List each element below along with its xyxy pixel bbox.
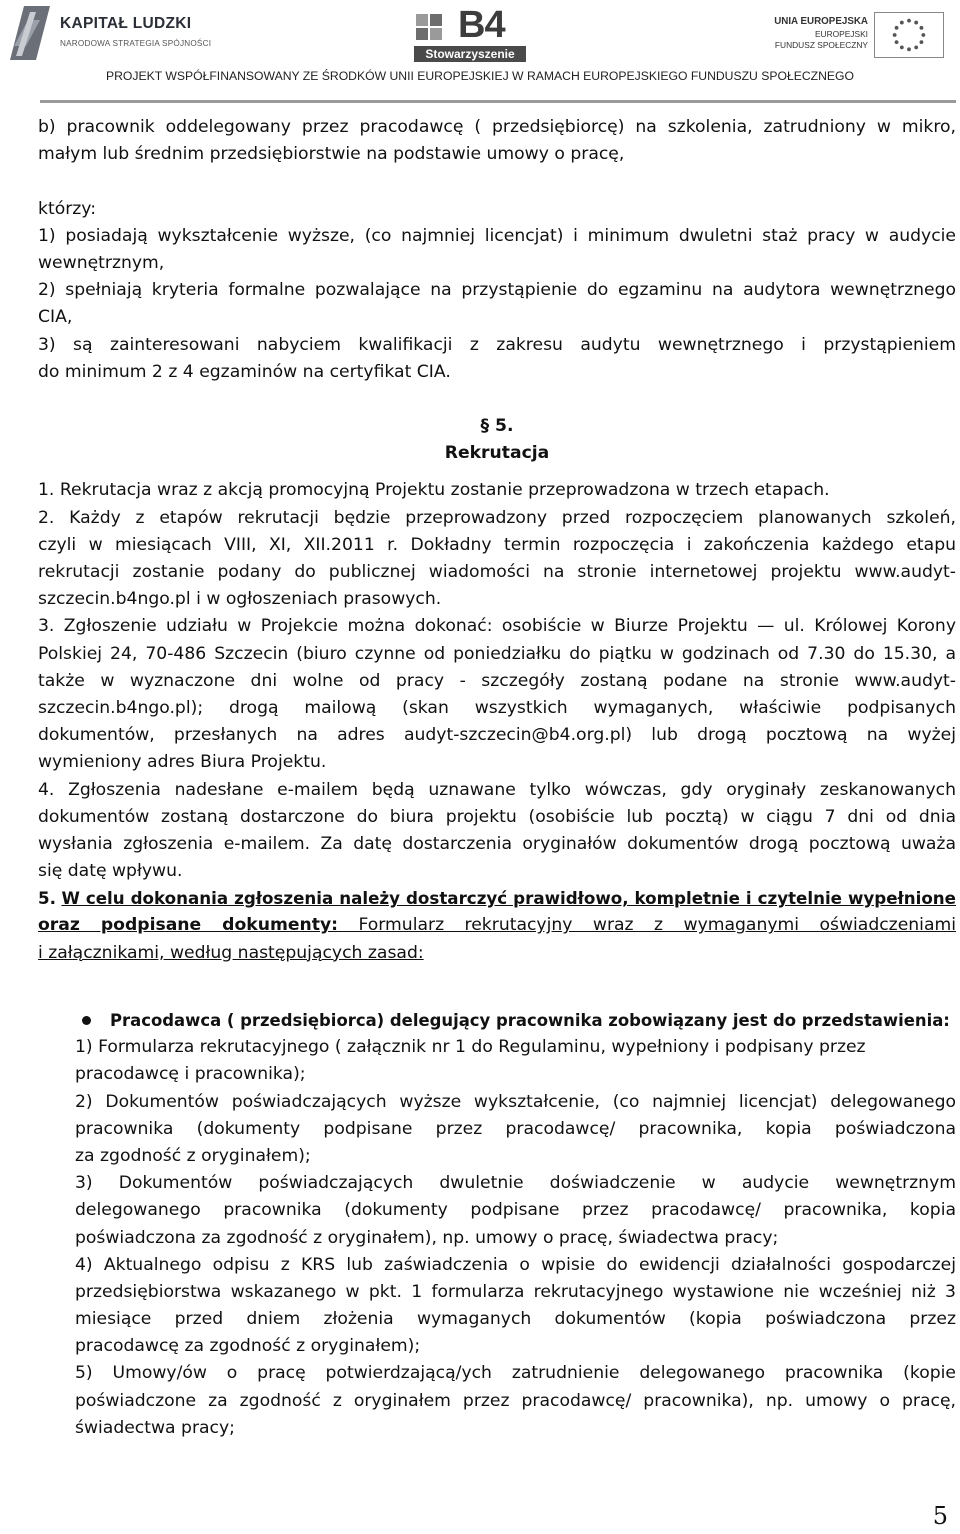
text-line: którzy: xyxy=(38,198,97,219)
b4-logo-text: B4 xyxy=(458,4,505,46)
text-line: się datę wpływu. xyxy=(38,861,183,882)
text-line: 3) Dokumentów poświadczających dwuletnie doświadczenie w audycie wewnętrznym xyxy=(75,1173,956,1194)
text-line: 4) Aktualnego odpisu z KRS lub zaświadczenia o wpisie do ewidencji działalności gospodarczej xyxy=(75,1254,956,1275)
text-line: 1) posiadają wykształcenie wyższe, (co najmniej licencjat) i minimum dwuletni staż pracy w audycie xyxy=(38,225,956,246)
kapital-ludzki-mark-icon xyxy=(10,6,50,60)
header-divider xyxy=(40,100,956,103)
recruitment-points xyxy=(38,477,956,966)
employer-documents-list xyxy=(75,1034,956,1442)
text-line: także w wyznaczone dni wolne od pracy - szczegóły zostaną podane na stronie www.audyt- xyxy=(38,670,956,691)
text-line: 2) spełniają kryteria formalne pozwalające na przystąpienie do egzaminu na audytora wewnętrznego xyxy=(38,280,956,301)
text-line: 4. Zgłoszenia nadesłane e-mailem będą uznawane tylko wówczas, gdy oryginały zeskanowanych xyxy=(38,779,956,800)
text-line: 2. Każdy z etapów rekrutacji będzie przeprowadzony przed rozpoczęciem planowanych szkoleń, xyxy=(38,507,956,528)
eu-logo xyxy=(774,10,948,56)
employer-heading: Pracodawca ( przedsiębiorca) delegujący pracownika zobowiązany jest do przedstawienia: xyxy=(110,1011,950,1030)
eu-logo-line1: UNIA EUROPEJSKA xyxy=(774,16,868,27)
text-line: 1) Formularza rekrutacyjnego ( załącznik nr 1 do Regulaminu, wypełniony i podpisany przez xyxy=(75,1037,866,1058)
text-line: delegowanego pracownika (dokumenty podpisane przez pracodawcę/ pracownika, kopia xyxy=(75,1200,956,1221)
text-line: świadectwa pracy; xyxy=(75,1417,235,1438)
text-line: za zgodność z oryginałem); xyxy=(75,1145,311,1166)
text-line: 3. Zgłoszenie udziału w Projekcie można dokonać: osobiście w Biurze Projektu — ul. Królowej Korony xyxy=(38,616,956,637)
document-body xyxy=(38,114,956,1442)
text-line: b) pracownik oddelegowany przez pracodawcę ( przedsiębiorcę) na szkolenia, zatrudniony w mikro, xyxy=(38,117,956,137)
text-line: czyli w miesiącach VIII, XI, XII.2011 r. Dokładny termin rozpoczęcia i zakończenia każdego etapu xyxy=(38,534,956,555)
text-line: szczecin.b4ngo.pl i w ogłoszeniach prasowych. xyxy=(38,589,442,610)
kapital-ludzki-subtitle: NARODOWA STRATEGIA SPÓJNOŚCI xyxy=(60,39,212,48)
section-title: Rekrutacja xyxy=(444,443,550,464)
b4-mark-icon xyxy=(414,10,458,46)
text-line: do minimum 2 z 4 egzaminów na certyfikat CIA. xyxy=(38,361,451,382)
text-line: dokumentów zostaną dostarczone do biura projektu (osobiście lub pocztą) w ciągu 7 dni od dnia xyxy=(38,806,956,827)
bullet-icon xyxy=(82,1016,91,1025)
text-line: przedsiębiorstwa wskazanego w pkt. 1 formularza rekrutacyjnego wystawione nie wcześniej niż 3 xyxy=(75,1281,956,1302)
text-line: pracownika (dokumenty podpisane przez pracodawcę/ pracownika, kopia poświadczona xyxy=(75,1118,956,1139)
bold-underlined-text: W celu dokonania zgłoszenia należy dostarczyć prawidłowo, kompletnie i czytelnie wypełnione xyxy=(61,888,956,909)
b4-logo-subtitle: Stowarzyszenie xyxy=(414,46,526,62)
project-cofinancing-line: PROJEKT WSPÓŁFINANSOWANY ZE ŚRODKÓW UNII EUROPEJSKIEJ W RAMACH EUROPEJSKIEGO FUNDUSZU SPOŁECZNEGO xyxy=(105,69,855,83)
section-number: § 5. xyxy=(480,416,514,437)
text-line: 3) są zainteresowani nabyciem kwalifikacji z zakresu audytu wewnętrznego i przystąpieniem xyxy=(38,334,956,355)
kapital-ludzki-title: KAPITAŁ LUDZKI xyxy=(60,15,192,32)
text-line: Polskiej 24, 70-486 Szczecin (biuro czynne od poniedziałku do piątku w godzinach od 7.30 do 15.30, a xyxy=(38,643,956,664)
text-line: wymieniony adres Biura Projektu. xyxy=(38,752,327,773)
page-header xyxy=(0,0,960,104)
bold-underlined-text: oraz podpisane dokumenty: xyxy=(38,915,339,936)
intro-paragraph xyxy=(38,114,956,386)
text-line: rekrutacji zostanie podany do publicznej wiadomości na stronie internetowej projektu www.audyt- xyxy=(38,562,956,582)
underlined-text: Formularz rekrutacyjny wraz z wymaganymi oświadczeniami xyxy=(338,915,956,936)
text-line: 5) Umowy/ów o pracę potwierdzającą/ych zatrudnienie delegowanego pracownika (kopie xyxy=(75,1363,956,1384)
text-line: poświadczona za zgodność z oryginałem), np. umowy o pracę, świadectwa pracy; xyxy=(75,1227,779,1248)
kapital-ludzki-logo xyxy=(10,6,212,62)
eu-logo-line3: FUNDUSZ SPOŁECZNY xyxy=(774,40,868,50)
eu-logo-line2: EUROPEJSKI xyxy=(814,29,868,39)
text-line: szczecin.b4ngo.pl); drogą mailową (skan wszystkich wymaganych, właściwie podpisanych xyxy=(38,697,956,718)
text-line: CIA, xyxy=(38,307,73,328)
text-line: miesiące przed dniem złożenia wymaganych dokumentów (kopia poświadczona przez xyxy=(75,1309,956,1330)
text-line: i załącznikami, według następujących zasad: xyxy=(38,942,424,963)
text-line xyxy=(38,912,956,939)
text-line: poświadczone za zgodność z oryginałem przez pracodawcę/ pracownika), np. umowy o pracę, xyxy=(75,1390,956,1411)
eu-flag-icon xyxy=(874,12,944,58)
bullet-heading-line xyxy=(38,1007,956,1034)
text-line: 1. Rekrutacja wraz z akcją promocyjną Projektu zostanie przeprowadzona w trzech etapach. xyxy=(38,480,830,501)
text-line: małym lub średnim przedsiębiorstwie na podstawie umowy o pracę, xyxy=(38,144,625,165)
section-heading xyxy=(38,413,956,467)
text-line: pracodawcę za zgodność z oryginałem); xyxy=(75,1336,421,1357)
text-line: dokumentów, przesłanych na adres audyt-szczecin@b4.org.pl) lub drogą pocztową na wyżej xyxy=(38,725,956,746)
page-number: 5 xyxy=(932,1502,948,1530)
text-line xyxy=(38,885,956,912)
point-number: 5. xyxy=(38,888,56,909)
text-line: pracodawcę i pracownika); xyxy=(75,1064,306,1085)
b4-logo xyxy=(414,4,526,62)
text-line: 2) Dokumentów poświadczających wyższe wykształcenie, (co najmniej licencjat) delegowanego xyxy=(75,1091,956,1112)
employer-requirements xyxy=(38,1007,956,1442)
text-line: wysłania zgłoszenia e-mailem. Za datę dostarczenia oryginałów dokumentów drogą pocztową uważa xyxy=(38,833,956,854)
text-line: wewnętrznym, xyxy=(38,252,165,273)
